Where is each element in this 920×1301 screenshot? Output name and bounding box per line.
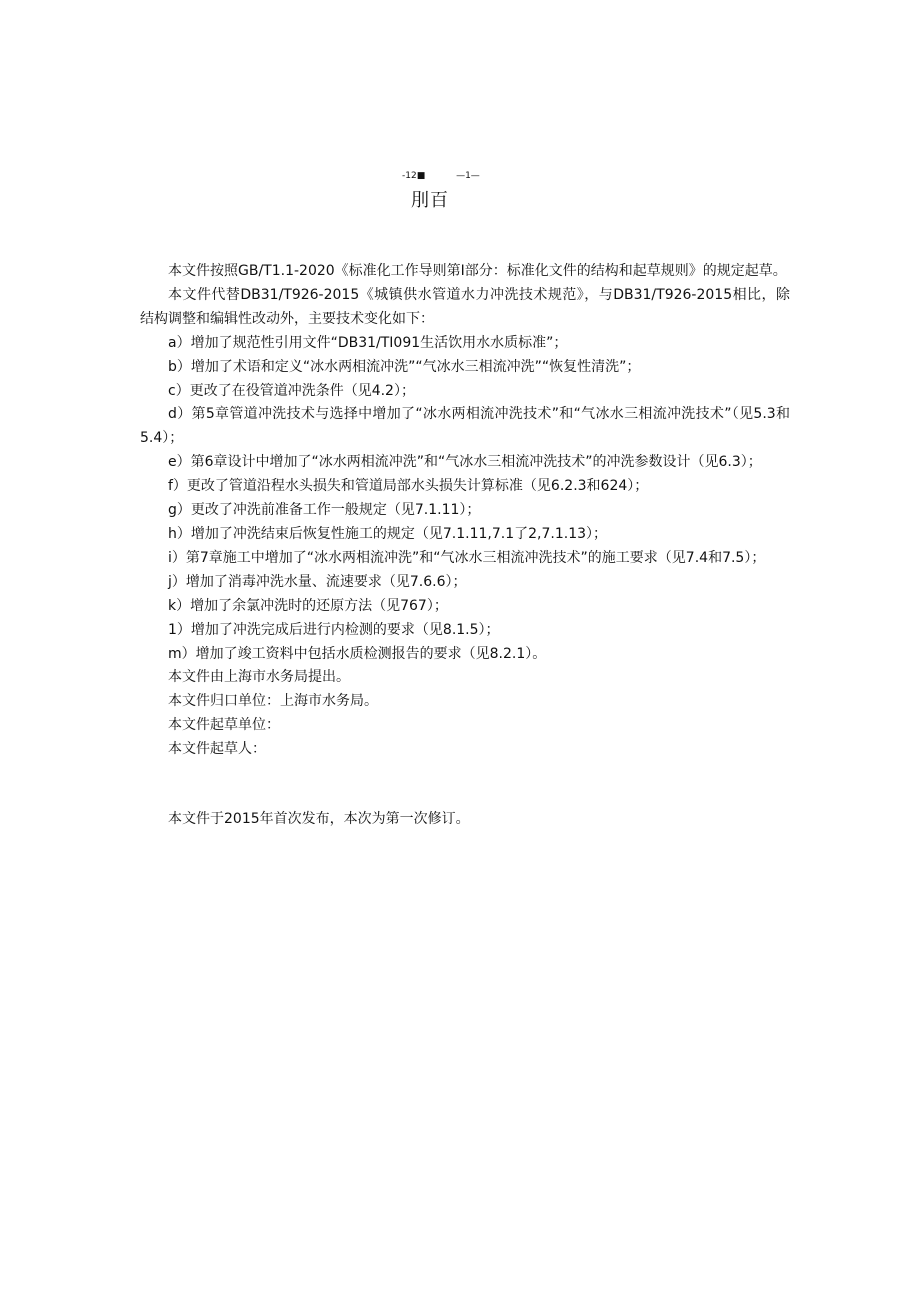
page-header-marks — [402, 171, 508, 181]
foreword-body — [140, 260, 790, 832]
change-item-b: b）增加了术语和定义“冰水两相流冲洗”“气冰水三相流冲洗”“恢复性清洗”； — [168, 358, 641, 375]
change-item-h: h）增加了冲洗结束后恢复性施工的规定（见7.1.11,7.1了2,7.1.13）； — [168, 525, 608, 542]
change-item-d: d）第5章管道冲洗技术与选择中增加了“冰水两相流冲洗技术”和“气冰水三相流冲洗技术”（见5.3和5.4）； — [140, 406, 790, 447]
header-right-mark: —1— — [456, 171, 480, 181]
closing-proposer: 本文件由上海市水务局提出。 — [168, 669, 350, 686]
change-item-l: 1）增加了冲洗完成后进行内检测的要求（见8.1.5）； — [168, 621, 500, 638]
change-item-c: c）更改了在役管道冲洗条件（见4.2）； — [168, 382, 415, 399]
change-item-j: j）增加了消毒冲洗水量、流速要求（见7.6.6）； — [168, 573, 467, 590]
closing-administrator: 本文件归口单位：上海市水务局。 — [168, 693, 378, 710]
change-item-m: m）增加了竣工资料中包括水质检测报告的要求（见8.2.1）。 — [168, 645, 547, 662]
change-item-f: f）更改了管道沿程水头损失和管道局部水头损失计算标准（见6.2.3和624）； — [168, 478, 649, 495]
change-item-i: i）第7章施工中增加了“冰水两相流冲洗”和“气冰水三相流冲洗技术”的施工要求（见7.4和7.5）； — [168, 549, 766, 566]
revision-note: 本文件于2015年首次发布，本次为第一次修订。 — [168, 811, 470, 828]
paragraph-standard-basis: 本文件按照GB/T1.1-2020《标准化工作导则第I部分：标准化文件的结构和起草规则》的规定起草。 — [168, 263, 787, 279]
header-left-mark: -12■ — [402, 171, 426, 181]
change-item-e: e）第6章设计中增加了“冰水两相流冲洗”和“气冰水三相流冲洗技术”的冲洗参数设计（见6.3）； — [168, 454, 762, 471]
blank-gap — [140, 762, 790, 808]
closing-drafters: 本文件起草人： — [168, 741, 266, 758]
change-item-g: g）更改了冲洗前准备工作一般规定（见7.1.11）； — [168, 502, 481, 519]
paragraph-replacement: 本文件代替DB31/T926-2015《城镇供水管道水力冲洗技术规范》，与DB31/T926-2015相比，除结构调整和编辑性改动外，主要技术变化如下： — [140, 286, 790, 327]
closing-drafting-unit: 本文件起草单位： — [168, 717, 280, 734]
change-item-a: a）增加了规范性引用文件“DB31/TI091生活饮用水水质标准”； — [168, 334, 568, 351]
change-item-k: k）增加了余氯冲洗时的还原方法（见767）； — [168, 597, 448, 614]
page-title: 刖百 — [411, 190, 449, 211]
